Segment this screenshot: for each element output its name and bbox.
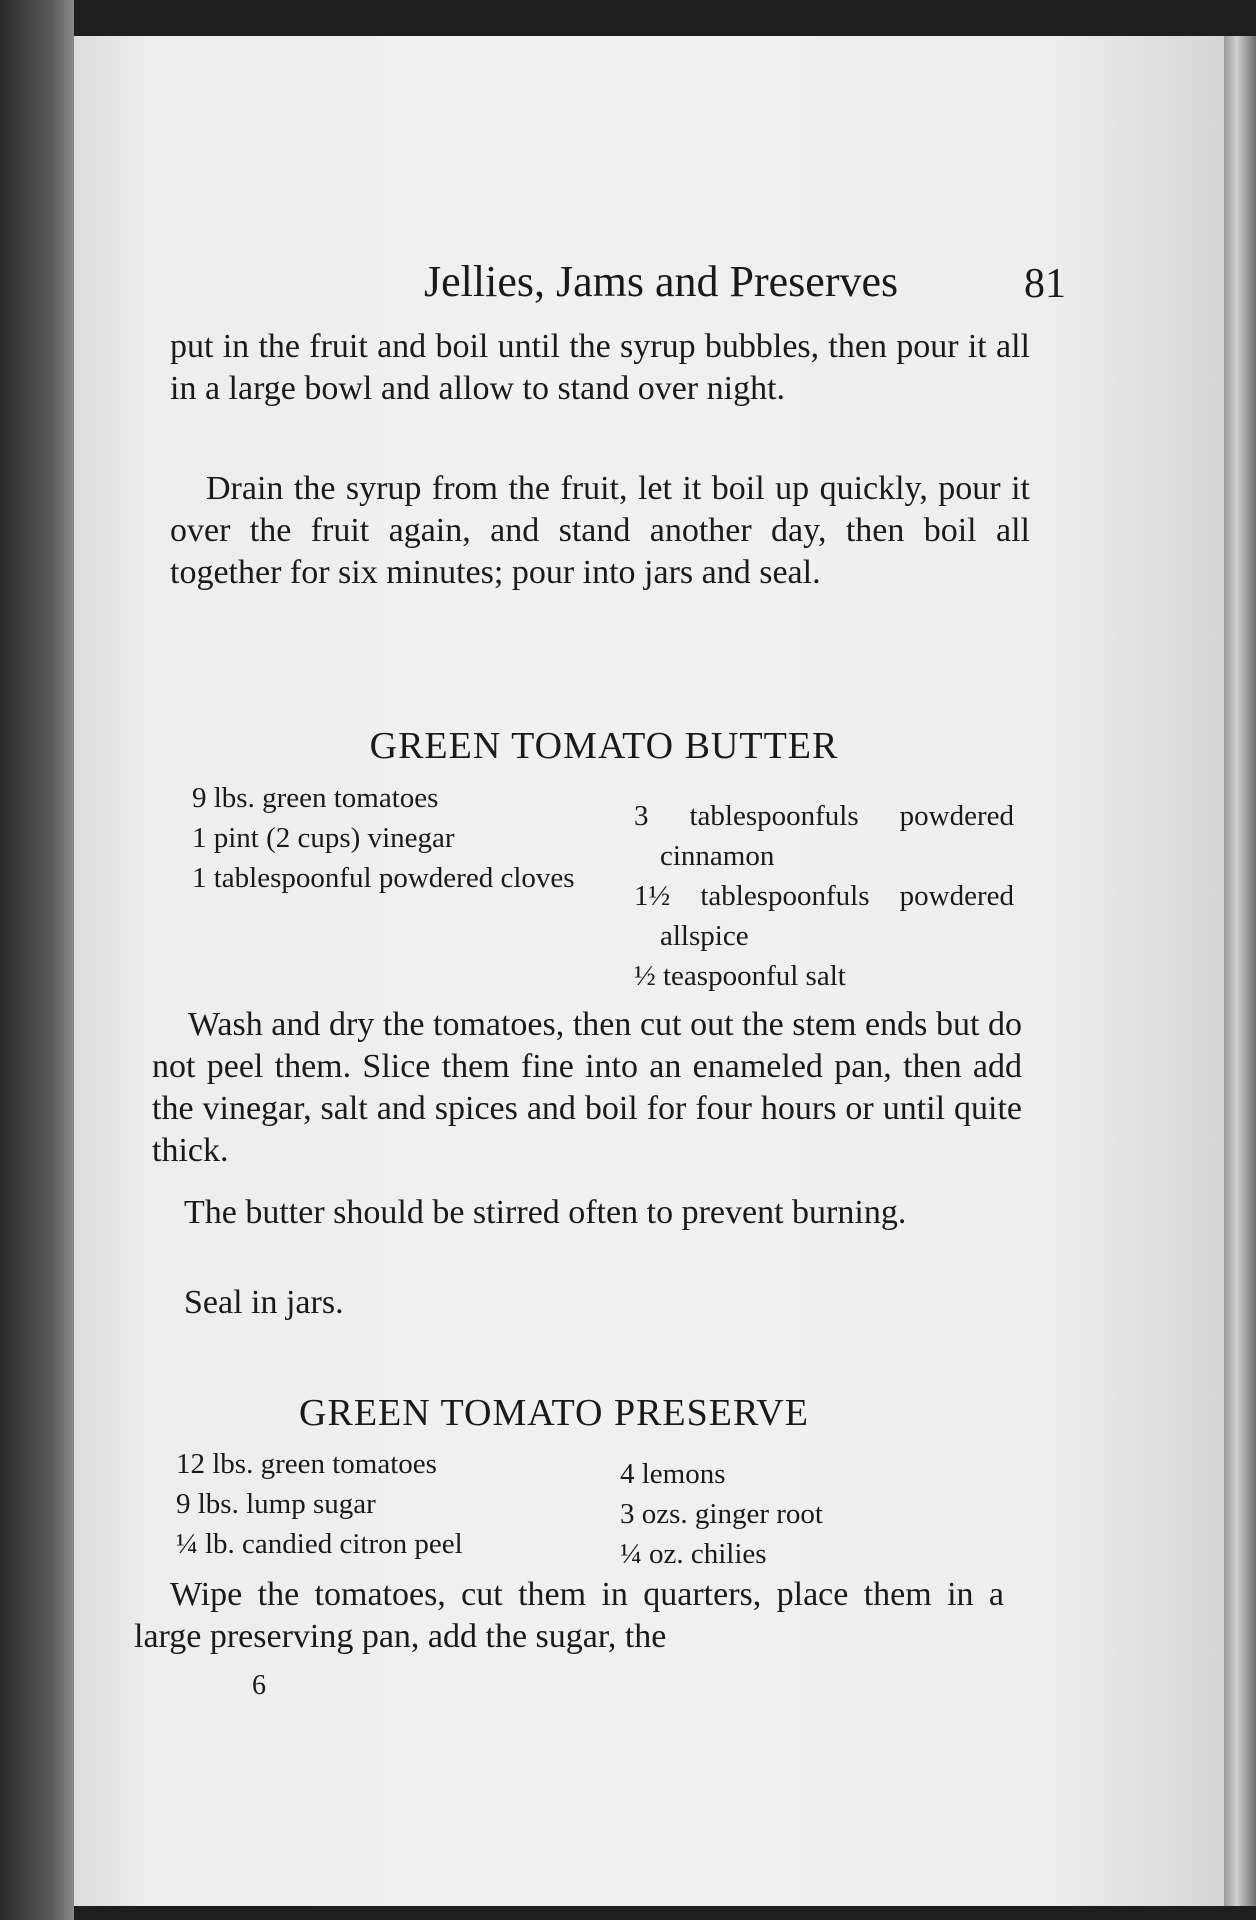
ingredient-item: 9 lbs. green tomatoes [192,782,439,814]
ingredient-item: 1 tablespoonful powdered cloves [192,862,575,894]
book-page [74,36,1224,1906]
directions-paragraph: The butter should be stirred often to prevent burning. [184,1194,907,1231]
ingredient-item: 4 lemons [620,1458,726,1490]
running-header [354,256,1114,316]
running-title: Jellies, Jams and Preserves [424,257,899,306]
ingredient-item: ¼ oz. chilies [620,1538,767,1570]
ingredients-right-column [634,796,1014,996]
ingredients-left-column [176,1444,576,1564]
ingredient-item: 1 pint (2 cups) vinegar [192,822,455,854]
ingredient-item: ¼ lb. candied citron peel [176,1528,463,1560]
directions-paragraph: Wash and dry the tomatoes, then cut out the stem ends but do not peel them. Slice them fine into an enameled pan, then add the vinegar, salt and spices and boil for four hours or until quite thick. [152,1006,1022,1169]
ingredients-right-column [620,1454,1000,1574]
ingredient-item: 1½ tablespoonfuls powdered allspice [634,880,1014,952]
directions-paragraph: Wipe the tomatoes, cut them in quarters, place them in a large preserving pan, add the sugar, the [134,1576,1004,1655]
paragraph-drain-syrup: Drain the syrup from the fruit, let it boil up quickly, pour it over the fruit again, and stand another day, then boil all together for six minutes; pour into jars and seal. [170,470,1030,591]
ingredient-item: 3 tablespoonfuls powdered cinnamon [634,800,1014,872]
ingredient-item: 12 lbs. green tomatoes [176,1448,437,1480]
ingredient-item: ½ teaspoonful salt [634,960,846,992]
paragraph-continued: put in the fruit and boil until the syrup bubbles, then pour it all in a large bowl and allow to stand over night. [170,328,1030,407]
ingredients-left-column [192,778,632,898]
signature-mark: 6 [252,1670,266,1701]
recipe-title-green-tomato-preserve: GREEN TOMATO PRESERVE [299,1392,809,1434]
page-edge [1224,36,1256,1906]
ingredient-item: 3 ozs. ginger root [620,1498,823,1530]
directions-paragraph: Seal in jars. [184,1284,344,1321]
book-gutter-shadow [0,0,74,1920]
page-number: 81 [1024,261,1066,307]
ingredient-item: 9 lbs. lump sugar [176,1488,376,1520]
recipe-title-green-tomato-butter: GREEN TOMATO BUTTER [369,725,839,767]
